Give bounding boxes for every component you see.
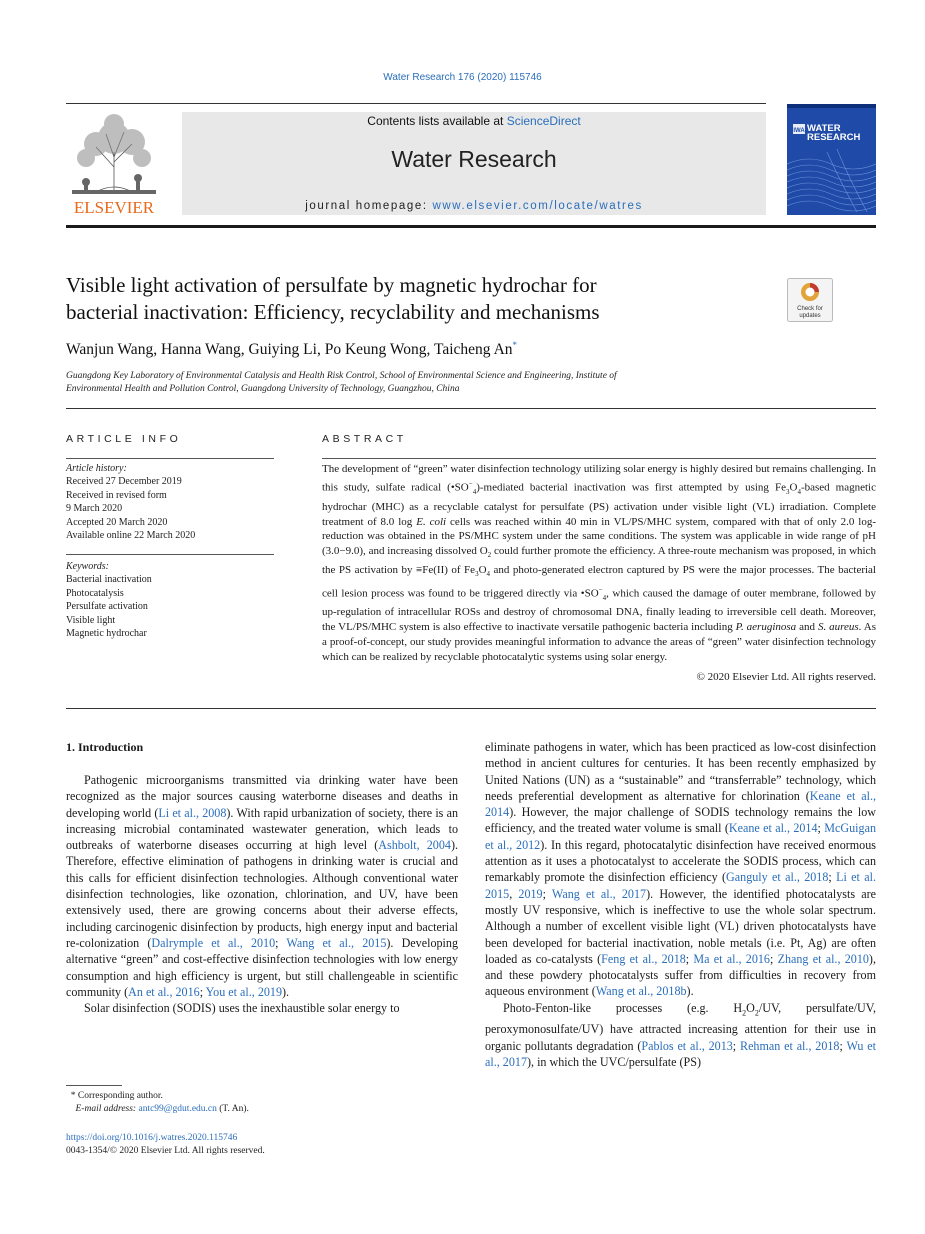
section-divider: [66, 408, 876, 409]
doi-block: [66, 1132, 458, 1158]
citation-link[interactable]: 2019: [518, 886, 543, 901]
citation-link[interactable]: Ganguly et al., 2018: [726, 870, 829, 885]
citation-link[interactable]: Feng et al., 2018: [601, 951, 686, 966]
citation-link[interactable]: Rehman et al., 2018: [740, 1038, 840, 1053]
abstract-copyright: © 2020 Elsevier Ltd. All rights reserved.: [696, 671, 876, 683]
journal-homepage-line: [182, 200, 766, 212]
top-divider: [66, 103, 766, 104]
affiliation-line-1: Guangdong Key Laboratory of Environmental Catalysis and Health Risk Control, School of Environmental Science and Engineering, Institute of: [66, 371, 617, 381]
citation-link[interactable]: Wang et al., 2018b: [595, 984, 687, 999]
history-label: Article history:: [66, 463, 127, 474]
journal-reference[interactable]: Water Research 176 (2020) 115746: [383, 72, 542, 83]
contents-line: [182, 114, 766, 128]
citation-link[interactable]: Wang et al., 2017: [551, 886, 647, 901]
journal-cover[interactable]: [787, 104, 876, 215]
citation-link[interactable]: Keane et al., 2014: [485, 788, 876, 820]
cover-badge: IWA: [793, 128, 805, 134]
history-item: 9 March 2020: [66, 503, 123, 515]
citation-link[interactable]: Zhang et al., 2010: [777, 951, 869, 966]
elsevier-logo[interactable]: [66, 112, 162, 216]
citation-link[interactable]: You et al., 2019: [205, 984, 283, 999]
sciencedirect-link[interactable]: ScienceDirect: [506, 114, 581, 128]
keyword-item: Persulfate activation: [66, 601, 148, 613]
history-item: Accepted 20 March 2020: [66, 516, 168, 528]
check-badge-line-1: Check for: [797, 306, 823, 312]
keyword-item: Visible light: [66, 614, 116, 626]
homepage-prefix: journal homepage:: [305, 200, 433, 212]
abstract-body: The development of “green” water disinfection technology utilizing solar energy is highly desired but remains challenging. In this study, sulfate radical $(•SO^-_4)$-mediated bacterial inactivation was first attempted by using $Fe_3O_4$-based magnetic hydrochar (MHC) as a recyclable catalyst for persulfate (PS) activation under visible light (VL) irradiation. Complete treatment of 8.0 log E. coli cells was reached within 40 min in VL/PS/MHC system, compared with that of only 2.0 log-reduction was obtained in the PS/MHC system under the same conditions. The system was applicable in wide range of pH (3.0−9.0), and increasing dissolved $O_2$ could further promote the efficiency. A three-route mechanism was proposed, in which the PS activation by ≡Fe(II) of $Fe_3O_4$ and photo-generated electron captured by PS were the major processes. The bacterial cell lesion process was found to be triggered directly via $•SO^-_4$, which caused the damage of outer membrane, followed by up-regulation of intracellular ROSs and destroy of chromosomal DNA, finally leading to irreversible cell death. Moreover, the VL/PS/MHC system is also effective to inactivate versatile pathogenic bacteria including P. aeruginosa and S. aureus. As a proof-of-concept, our study provides meaningful information to advance the areas of “green” water disinfection technology which can be realized by recyclable photocatalytic systems using solar energy.: [322, 463, 876, 664]
intro-paragraph-2-cont: eliminate pathogens in water, which has been practiced as low-cost disinfection method in ancient cultures for centuries. It has been recently emphasized by United Nations (UN) as a “sustainable” and “transferrable” technology, which needs preferential development as alternative for chlorination (Keane et al., 2014). However, the major challenge of SODIS technology remains the low efficiency, and the treated water volume is small (Keane et al., 2014; McGuigan et al., 2012). In this regard, photocatalytic disinfection have received enormous attention as it uses a photocatalyst to accelerate the SODIS process, which can remarkably promote the disinfection efficiency (Ganguly et al., 2018; Li et al. 2015, 2019; Wang et al., 2017). However, the identified photocatalysts are mostly UV responsive, which is ineffective to use the whole solar spectrum. Although a number of excellent visible light (VL) driven photocatalysts have been developed for bacterial inactivation, noble metals (i.e. Pt, Ag) are often loaded as co-catalysts (Feng et al., 2018; Ma et al., 2016; Zhang et al., 2010), and these powdery photocatalysts suffer from difficulties in recovery from aqueous environment (Wang et al., 2018b).: [485, 740, 876, 999]
abstract-divider: [322, 458, 876, 459]
intro-paragraph-2-start: Solar disinfection (SODIS) uses the inexhaustible solar energy to: [84, 1001, 400, 1016]
article-title: [66, 272, 766, 326]
doi-link[interactable]: https://doi.org/10.1016/j.watres.2020.115746: [66, 1133, 238, 1143]
footnote: [66, 1090, 458, 1116]
intro-paragraph-3: Photo-Fenton-like processes (e.g. $H_2O_2/UV$, persulfate/UV, peroxymonosulfate/UV) have attracted increasing attention for their use in organic pollutants degradation (Pablos et al., 2013; Rehman et al., 2018; Wu et al., 2017), in which the UVC/persulfate (PS): [485, 1000, 877, 1070]
contents-prefix: Contents lists available at: [367, 114, 507, 128]
citation-link[interactable]: Keane et al., 2014: [728, 821, 818, 836]
citation-link[interactable]: Ma et al., 2016: [693, 951, 770, 966]
issn-line: 0043-1354/© 2020 Elsevier Ltd. All rights reserved.: [66, 1146, 265, 1156]
keyword-item: Photocatalysis: [66, 587, 124, 599]
journal-title: Water Research: [391, 146, 557, 172]
homepage-link[interactable]: www.elsevier.com/locate/watres: [432, 200, 643, 212]
affiliation-line-2: Environmental Health and Pollution Control, Guangdong University of Technology, Guangzhou, China: [66, 384, 460, 394]
author-list: [66, 340, 766, 359]
check-for-updates-badge[interactable]: [787, 278, 833, 322]
citation-link[interactable]: Dalrymple et al., 2010: [151, 935, 276, 950]
keyword-item: Bacterial inactivation: [66, 574, 152, 586]
article-title-line-1: Visible light activation of persulfate by magnetic hydrochar for: [66, 273, 597, 297]
intro-paragraph-1: Pathogenic microorganisms transmitted via drinking water have been recognized as the major sources causing waterborne diseases and deaths in developing world (Li et al., 2008). With rapid urbanization of society, there is an increasing microbial contaminated wastewater generation, which leads to outbreaks of waterborne diseases occurring at high level (Ashbolt, 2004). Therefore, effective elimination of pathogens in drinking water is crucial and this calls for efficient disinfection technologies. Although conventional water disinfection technologies, like ozonation, chlorination, and UV, have been extensively used, there are growing concerns about their adverse effects, including carcinogenic disinfection by products, high energy input and bacterial re-colonization (Dalrymple et al., 2010; Wang et al., 2015). Developing alternative “green” and cost-effective disinfection technologies with low energy consumption and high efficiency is urgent, but still challengeable in scientific community (An et al., 2016; You et al., 2019).: [66, 773, 459, 999]
citation-link[interactable]: Wang et al., 2015: [286, 935, 387, 950]
history-item: Available online 22 March 2020: [66, 530, 196, 542]
citation-link[interactable]: Li et al., 2008: [158, 805, 227, 820]
cover-title-1: WATER: [807, 123, 841, 134]
keywords-divider: [66, 554, 274, 555]
article-info-divider: [66, 458, 274, 459]
corresponding-author-note: * Corresponding author.: [70, 1091, 163, 1101]
body-divider: [66, 708, 876, 709]
email-link[interactable]: antc99@gdut.edu.cn: [138, 1104, 217, 1114]
article-info-heading: ARTICLE INFO: [66, 433, 182, 445]
check-badge-line-2: updates: [799, 313, 821, 319]
body-column-left: [66, 772, 458, 1016]
corresponding-author-mark[interactable]: *: [512, 340, 518, 350]
keyword-item: Magnetic hydrochar: [66, 628, 147, 640]
article-title-line-2: bacterial inactivation: Efficiency, recyclability and mechanisms: [66, 300, 600, 324]
history-item: Received in revised form: [66, 489, 167, 501]
authors-text: Wanjun Wang, Hanna Wang, Guiying Li, Po Keung Wong, Taicheng An: [66, 341, 513, 359]
header-thick-divider: [66, 225, 876, 228]
introduction-heading: 1. Introduction: [66, 740, 144, 754]
keywords-list: [66, 560, 276, 640]
citation-link[interactable]: An et al., 2016: [128, 984, 200, 999]
abstract-heading: ABSTRACT: [322, 433, 407, 445]
affiliation: [66, 370, 786, 396]
elsevier-tree-icon: [66, 112, 162, 216]
citation-link[interactable]: Ashbolt, 2004: [378, 838, 451, 853]
article-history: [66, 462, 276, 542]
check-for-updates-icon: [787, 278, 833, 322]
cover-title-2: RESEARCH: [807, 132, 861, 143]
keywords-label: Keywords:: [66, 561, 109, 572]
body-column-right: [485, 739, 876, 1070]
history-item: Received 27 December 2019: [66, 476, 182, 488]
journal-cover-image: [787, 104, 876, 215]
elsevier-wordmark: ELSEVIER: [73, 198, 155, 216]
email-note: E-mail address: antc99@gdut.edu.cn (T. An).: [75, 1104, 249, 1114]
citation-link[interactable]: Li et al. 2015: [485, 870, 876, 901]
citation-link[interactable]: Wu et al., 2017: [485, 1038, 877, 1070]
citation-link[interactable]: McGuigan et al., 2012: [485, 821, 876, 852]
footnote-divider: [66, 1085, 122, 1086]
citation-link[interactable]: Pablos et al., 2013: [641, 1038, 733, 1053]
